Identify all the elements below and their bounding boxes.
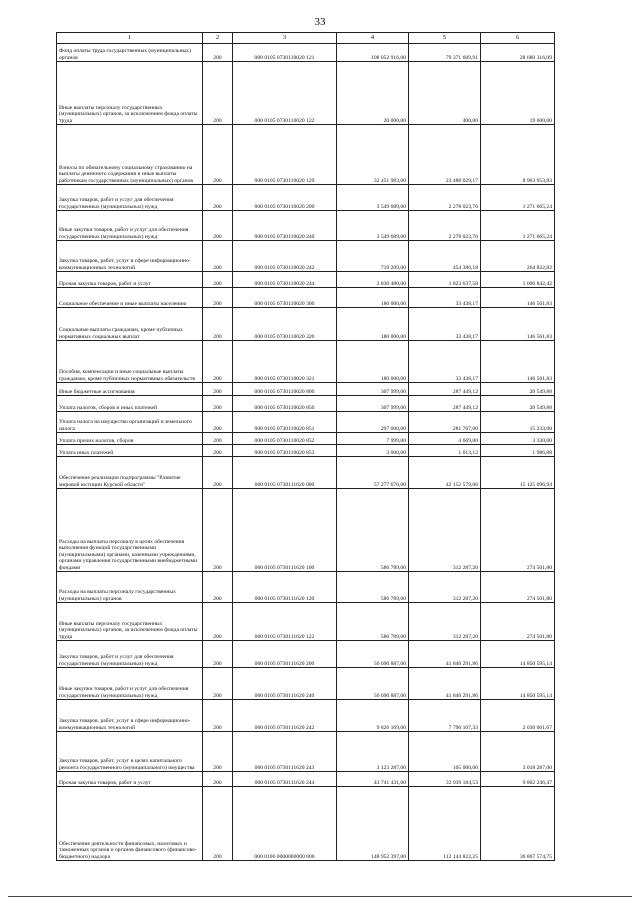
- row-approved-amount: 586 789,00: [337, 603, 409, 641]
- row-line-code: 200: [203, 396, 233, 412]
- page-number: 33: [314, 16, 326, 28]
- table-row: [57, 772, 555, 787]
- row-executed-amount: 33 438,17: [409, 288, 481, 308]
- row-line-code: 200: [203, 125, 233, 185]
- table-row: [57, 433, 555, 445]
- header-row: [57, 33, 555, 44]
- row-executed-amount: 79 371 609,91: [409, 44, 481, 62]
- row-approved-amount: 586 789,00: [337, 489, 409, 572]
- row-approved-amount: 297 000,00: [337, 412, 409, 433]
- row-name: Расходы на выплаты персоналу государственных (муниципальных) органов: [57, 572, 203, 603]
- table-row: [57, 241, 555, 272]
- row-name: Иные выплаты персоналу государственных (муниципальных) органов, за исключением фонда оплаты труда: [57, 603, 203, 641]
- row-line-code: 200: [203, 700, 233, 732]
- row-budget-code: 000 0105 0730110020 850: [233, 396, 337, 412]
- row-line-code: 200: [203, 772, 233, 787]
- row-line-code: 200: [203, 603, 233, 641]
- row-executed-amount: 1 013,12: [409, 445, 481, 457]
- row-name: Обеспечение деятельности финансовых, налоговых и таможенных органов и органов финансового (финансово-бюджетного) надзора: [57, 787, 203, 861]
- table-row: [57, 44, 555, 62]
- row-budget-code: 000 0105 0730110020 300: [233, 288, 337, 308]
- row-name: Уплата налогов, сборов и иных платежей: [57, 396, 203, 412]
- row-name: Иные выплаты персоналу государственных (муниципальных) органов, за исключением фонда оплаты труда: [57, 62, 203, 125]
- row-budget-code: 000 0105 0730111620 240: [233, 668, 337, 700]
- row-executed-amount: 1 823 637,58: [409, 272, 481, 288]
- row-line-code: 200: [203, 457, 233, 489]
- row-unexecuted-amount: 28 680 316,09: [481, 44, 555, 62]
- row-budget-code: 000 0105 0730110020 320: [233, 308, 337, 341]
- row-executed-amount: 312 287,20: [409, 489, 481, 572]
- row-budget-code: 000 0105 0730111620 242: [233, 700, 337, 732]
- row-executed-amount: 287 449,12: [409, 383, 481, 396]
- table-row: [57, 457, 555, 489]
- row-line-code: 200: [203, 668, 233, 700]
- table-row: [57, 412, 555, 433]
- row-approved-amount: 307 999,00: [337, 396, 409, 412]
- row-executed-amount: 42 152 579,06: [409, 457, 481, 489]
- row-unexecuted-amount: 14 850 595,14: [481, 668, 555, 700]
- row-executed-amount: 41 840 291,86: [409, 668, 481, 700]
- table-row: [57, 732, 555, 772]
- row-budget-code: 000 0106 0000000000 000: [233, 787, 337, 861]
- row-budget-code: 000 0105 0730110020 121: [233, 44, 337, 62]
- row-unexecuted-amount: 8 963 953,83: [481, 125, 555, 185]
- row-line-code: 200: [203, 383, 233, 396]
- row-budget-code: 000 0105 0730110020 321: [233, 341, 337, 383]
- row-executed-amount: 23 488 029,17: [409, 125, 481, 185]
- row-name: Иные бюджетные ассигнования: [57, 383, 203, 396]
- table-row: [57, 603, 555, 641]
- row-executed-amount: 400,00: [409, 62, 481, 125]
- column-header-4: 4: [337, 33, 409, 44]
- row-approved-amount: 719 209,00: [337, 241, 409, 272]
- row-name: Расходы на выплаты персоналу в целях обеспечения выполнения функций государственными (муниципальными) органами, казенными учреждениями, органами управления государственными внебюджетными фондами: [57, 489, 203, 572]
- table-row: [57, 700, 555, 732]
- row-unexecuted-amount: 146 561,83: [481, 288, 555, 308]
- row-name: Уплата налога на имущество организаций и земельного налога: [57, 412, 203, 433]
- row-name: Закупка товаров, работ, услуг в сфере информационно-коммуникационных технологий: [57, 700, 203, 732]
- row-budget-code: 000 0105 0730110020 853: [233, 445, 337, 457]
- row-approved-amount: 3 549 689,00: [337, 185, 409, 211]
- table-row: [57, 185, 555, 211]
- table-row: [57, 396, 555, 412]
- row-unexecuted-amount: 20 549,88: [481, 383, 555, 396]
- row-approved-amount: 3 000,00: [337, 445, 409, 457]
- row-approved-amount: 180 000,00: [337, 288, 409, 308]
- row-name: Взносы по обязательному социальному страхованию на выплаты денежного содержания и иные выплаты работникам государственных (муниципальных) органов: [57, 125, 203, 185]
- column-header-2: 2: [203, 33, 233, 44]
- row-name: Обеспечение реализации подпрограммы "Развитие мировой юстиции Курской области": [57, 457, 203, 489]
- row-executed-amount: 2 278 023,76: [409, 211, 481, 241]
- row-line-code: 200: [203, 489, 233, 572]
- row-line-code: 200: [203, 241, 233, 272]
- column-header-3: 3: [233, 33, 337, 44]
- row-executed-amount: 312 287,20: [409, 572, 481, 603]
- row-budget-code: 000 0105 0730110020 240: [233, 211, 337, 241]
- row-line-code: 200: [203, 211, 233, 241]
- row-executed-amount: 287 449,12: [409, 396, 481, 412]
- table-row: [57, 641, 555, 668]
- row-approved-amount: 56 690 887,00: [337, 668, 409, 700]
- row-line-code: 200: [203, 445, 233, 457]
- table-row: [57, 787, 555, 861]
- row-approved-amount: 180 000,00: [337, 308, 409, 341]
- row-approved-amount: 3 549 689,00: [337, 211, 409, 241]
- row-budget-code: 000 0105 0730111620 122: [233, 603, 337, 641]
- table-row: [57, 668, 555, 700]
- row-budget-code: 000 0105 0730111620 243: [233, 732, 337, 772]
- row-line-code: 200: [203, 272, 233, 288]
- row-approved-amount: 307 999,00: [337, 383, 409, 396]
- row-approved-amount: 180 000,00: [337, 341, 409, 383]
- table-row: [57, 62, 555, 125]
- row-approved-amount: 57 277 676,00: [337, 457, 409, 489]
- row-name: Прочая закупка товаров, работ и услуг: [57, 772, 203, 787]
- row-unexecuted-amount: 3 018 287,00: [481, 732, 555, 772]
- row-unexecuted-amount: 274 501,80: [481, 572, 555, 603]
- row-executed-amount: 281 767,00: [409, 412, 481, 433]
- row-name: Уплата иных платежей: [57, 445, 203, 457]
- row-unexecuted-amount: 9 802 246,47: [481, 772, 555, 787]
- row-executed-amount: 41 840 291,86: [409, 641, 481, 668]
- row-executed-amount: 7 796 107,33: [409, 700, 481, 732]
- row-approved-amount: 3 123 287,00: [337, 732, 409, 772]
- row-budget-code: 000 0105 0730111620 120: [233, 572, 337, 603]
- row-line-code: 200: [203, 732, 233, 772]
- row-approved-amount: 43 741 431,00: [337, 772, 409, 787]
- row-name: Закупка товаров, работ и услуг для обеспечения государственных (муниципальных) нужд: [57, 185, 203, 211]
- table-row: [57, 445, 555, 457]
- row-budget-code: 000 0105 0730110020 851: [233, 412, 337, 433]
- row-unexecuted-amount: 1 986,88: [481, 445, 555, 457]
- row-line-code: 200: [203, 412, 233, 433]
- column-header-1: 1: [57, 33, 203, 44]
- row-unexecuted-amount: 14 850 595,14: [481, 641, 555, 668]
- table-row: [57, 489, 555, 572]
- row-budget-code: 000 0105 0730110020 244: [233, 272, 337, 288]
- row-unexecuted-amount: 3 330,00: [481, 433, 555, 445]
- row-executed-amount: 112 144 822,25: [409, 787, 481, 861]
- row-unexecuted-amount: 274 501,80: [481, 603, 555, 641]
- row-unexecuted-amount: 1 006 842,42: [481, 272, 555, 288]
- row-unexecuted-amount: 1 271 665,24: [481, 185, 555, 211]
- row-budget-code: 000 0105 0730110020 242: [233, 241, 337, 272]
- row-approved-amount: 7 999,00: [337, 433, 409, 445]
- row-approved-amount: 148 952 397,00: [337, 787, 409, 861]
- row-budget-code: 000 0105 0730111620 100: [233, 489, 337, 572]
- row-name: Социальные выплаты гражданам, кроме публичных нормативных социальных выплат: [57, 308, 203, 341]
- row-executed-amount: 454 386,18: [409, 241, 481, 272]
- row-executed-amount: 312 287,20: [409, 603, 481, 641]
- row-executed-amount: 33 438,17: [409, 341, 481, 383]
- row-unexecuted-amount: 20 549,88: [481, 396, 555, 412]
- row-unexecuted-amount: 264 822,82: [481, 241, 555, 272]
- row-name: Закупка товаров, работ, услуг в сфере информационно-коммуникационных технологий: [57, 241, 203, 272]
- row-name: Социальное обеспечение и иные выплаты населению: [57, 288, 203, 308]
- row-name: Фонд оплаты труда государственных (муниципальных) органов: [57, 44, 203, 62]
- row-name: Закупка товаров, работ, услуг в целях капитального ремонта государственного (муниципального) имущества: [57, 732, 203, 772]
- row-unexecuted-amount: 146 561,83: [481, 341, 555, 383]
- row-approved-amount: 9 826 169,00: [337, 700, 409, 732]
- row-unexecuted-amount: 2 030 061,67: [481, 700, 555, 732]
- row-executed-amount: 33 939 184,53: [409, 772, 481, 787]
- row-name: Прочая закупка товаров, работ и услуг: [57, 272, 203, 288]
- row-executed-amount: 2 278 023,76: [409, 185, 481, 211]
- row-budget-code: 000 0105 0730110020 122: [233, 62, 337, 125]
- row-line-code: 200: [203, 288, 233, 308]
- table-row: [57, 288, 555, 308]
- column-header-6: 6: [481, 33, 555, 44]
- table-body: [57, 44, 555, 861]
- budget-execution-table: [56, 32, 555, 861]
- row-unexecuted-amount: 36 807 574,75: [481, 787, 555, 861]
- table-row: [57, 572, 555, 603]
- table-row: [57, 211, 555, 241]
- row-name: Иные закупки товаров, работ и услуг для обеспечения государственных (муниципальных) нужд: [57, 211, 203, 241]
- table-row: [57, 308, 555, 341]
- row-name: Пособия, компенсации и иные социальные выплаты гражданам, кроме публичных нормативных обязательств: [57, 341, 203, 383]
- table-row: [57, 341, 555, 383]
- row-line-code: 200: [203, 641, 233, 668]
- table-row: [57, 383, 555, 396]
- column-header-5: 5: [409, 33, 481, 44]
- row-line-code: 200: [203, 433, 233, 445]
- row-budget-code: 000 0105 0730111620 244: [233, 772, 337, 787]
- row-approved-amount: 32 451 983,00: [337, 125, 409, 185]
- row-unexecuted-amount: 274 501,80: [481, 489, 555, 572]
- row-unexecuted-amount: 19 600,00: [481, 62, 555, 125]
- row-budget-code: 000 0105 0730110020 800: [233, 383, 337, 396]
- row-executed-amount: 105 000,00: [409, 732, 481, 772]
- row-budget-code: 000 0105 0730111620 000: [233, 457, 337, 489]
- row-name: Закупка товаров, работ и услуг для обеспечения государственных (муниципальных) нужд: [57, 641, 203, 668]
- row-approved-amount: 56 690 887,00: [337, 641, 409, 668]
- row-approved-amount: 586 789,00: [337, 572, 409, 603]
- table-row: [57, 272, 555, 288]
- row-unexecuted-amount: 15 125 096,94: [481, 457, 555, 489]
- row-line-code: 200: [203, 62, 233, 125]
- bottom-rule: [8, 896, 632, 897]
- row-budget-code: 000 0105 0730110020 852: [233, 433, 337, 445]
- row-executed-amount: 4 669,00: [409, 433, 481, 445]
- row-line-code: 200: [203, 44, 233, 62]
- row-name: Уплата прочих налогов, сборов: [57, 433, 203, 445]
- row-unexecuted-amount: 146 561,83: [481, 308, 555, 341]
- row-unexecuted-amount: 1 271 665,24: [481, 211, 555, 241]
- row-budget-code: 000 0105 0730110020 129: [233, 125, 337, 185]
- row-line-code: 200: [203, 787, 233, 861]
- table-row: [57, 125, 555, 185]
- row-budget-code: 000 0105 0730110020 200: [233, 185, 337, 211]
- row-line-code: 200: [203, 572, 233, 603]
- row-approved-amount: 20 000,00: [337, 62, 409, 125]
- row-executed-amount: 33 438,17: [409, 308, 481, 341]
- row-approved-amount: 108 052 916,00: [337, 44, 409, 62]
- row-line-code: 200: [203, 185, 233, 211]
- row-line-code: 200: [203, 341, 233, 383]
- row-budget-code: 000 0105 0730111620 200: [233, 641, 337, 668]
- row-line-code: 200: [203, 308, 233, 341]
- row-unexecuted-amount: 15 233,00: [481, 412, 555, 433]
- row-approved-amount: 2 830 480,00: [337, 272, 409, 288]
- row-name: Иные закупки товаров, работ и услуг для обеспечения государственных (муниципальных) нужд: [57, 668, 203, 700]
